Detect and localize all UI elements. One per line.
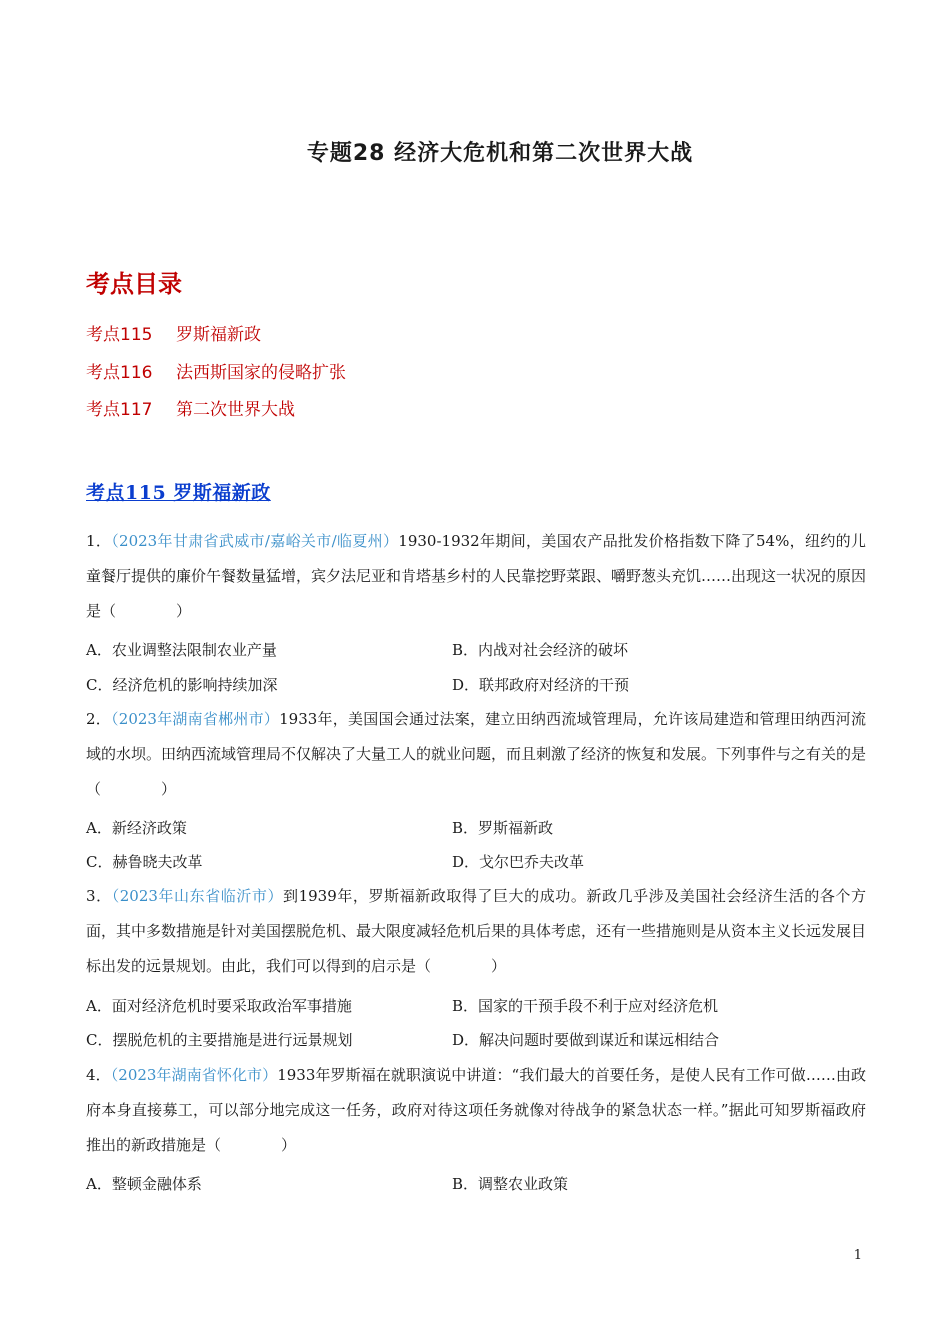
question-number: 1． [86,532,112,550]
document-title: 专题28 经济大危机和第二次世界大战 [306,141,694,166]
toc-item-label: 罗斯福新政 [176,325,261,345]
option-d: D．解决问题时要做到谋近和谋远相结合 [452,1031,720,1049]
question-4 [86,1058,866,1163]
option-d: D．戈尔巴乔夫改革 [452,853,585,871]
question-2 [86,702,866,807]
option-a: A．农业调整法限制农业产量 [86,641,277,659]
page-number: 1 [853,1248,862,1263]
toc-item-label: 第二次世界大战 [176,400,295,420]
option-c: C．赫鲁晓夫改革 [86,853,203,871]
option-b: B．内战对社会经济的破坏 [452,641,629,659]
question-source: （2023年甘肃省武威市/嘉峪关市/临夏州） [111,532,399,550]
option-c: C．经济危机的影响持续加深 [86,676,278,694]
option-b: B．罗斯福新政 [452,819,554,837]
toc-item-number: 考点116 [86,363,153,383]
toc-item[interactable] [86,320,261,345]
option-a: A．整顿金融体系 [86,1175,202,1193]
question-number: 4． [86,1066,111,1084]
question-1 [86,524,866,629]
option-a: A．面对经济危机时要采取政治军事措施 [86,997,352,1015]
question-source: （2023年湖南省郴州市） [111,710,280,728]
question-number: 3． [86,887,112,905]
option-c: C．摆脱危机的主要措施是进行远景规划 [86,1031,353,1049]
question-3 [86,879,866,984]
toc-item[interactable] [86,358,346,383]
toc-item-number: 考点115 [86,325,153,345]
toc-item-number: 考点117 [86,400,153,420]
question-text: 1933年，美国国会通过法案，建立田纳西流域管理局，允许该局建造和管理田纳西河流域的水坝。田纳西流域管理局不仅解决了大量工人的就业问题，而且刺激了经济的恢复和发展。下列事件与之有关的是（ ） [86,710,867,798]
option-d: D．联邦政府对经济的干预 [452,676,630,694]
toc-item-label: 法西斯国家的侵略扩张 [176,363,346,383]
option-a: A．新经济政策 [86,819,187,837]
toc-heading: 考点目录 [86,270,182,298]
question-source: （2023年湖南省怀化市） [110,1066,278,1084]
question-number: 2． [86,710,112,728]
question-text: 1933年罗斯福在就职演说中讲道：“我们最大的首要任务，是使人民有工作可做……由政府本身直接募工，可以部分地完成这一任务，政府对待这项任务就像对待战争的紧急状态一样。”据此可知罗斯福政府推出的新政措施是（ ） [86,1066,866,1154]
option-b: B．国家的干预手段不利于应对经济危机 [452,997,719,1015]
section-heading[interactable]: 考点115 罗斯福新政 [86,482,271,504]
question-source: （2023年山东省临沂市） [111,887,284,905]
toc-item[interactable] [86,395,295,420]
question-text: 到1939年，罗斯福新政取得了巨大的成功。新政几乎涉及美国社会经济生活的各个方面，其中多数措施是针对美国摆脱危机、最大限度减轻危机后果的具体考虑，还有一些措施则是从资本主义长远发展目标出发的远景规划。由此，我们可以得到的启示是（ ） [86,887,867,975]
option-b: B．调整农业政策 [452,1175,569,1193]
question-text: 1930-1932年期间，美国农产品批发价格指数下降了54%，纽约的儿童餐厅提供的廉价午餐数量猛增，宾夕法尼亚和肯塔基乡村的人民靠挖野菜跟、嚼野葱头充饥……出现这一状况的原因是（ ） [86,532,867,620]
